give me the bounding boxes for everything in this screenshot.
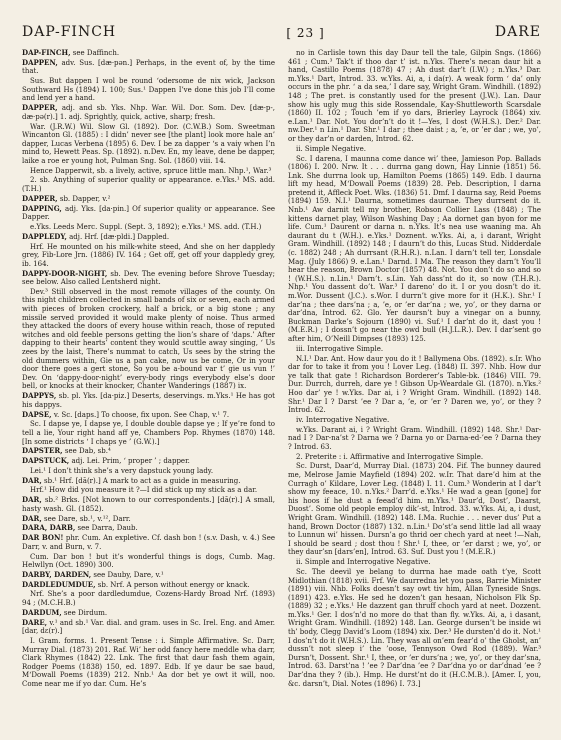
entry-paragraph: I. Gram. forms. 1. Present Tense : i. Simple Affirmative. Sc. Darr, Murray Dial. (1873) 201. Raf. Wi’ her odd fancy here meddle wha darr, Clark Rhymes (1842) 22. Lnk. The first that daur fash them again, Rodger Poems (1838) 150, ed. 1897. Edb. If ye daur be sae baud, M‘Dowall Poems (1839) 212. Nnb.¹ Aa dor bet ye owt it will, noo. Come near me if yo dar. Cum. He’s [22,637,275,688]
header-left-headword: DAP-FINCH [22,24,117,40]
entry-paragraph: N.I.¹ Dar. Ant. How daur you do it ! Ballymena Obs. (1892). s.Ir. Who dar for to take it from you ! Lover Leg. (1848) II. 397. Nhb. How dur ye talk that gate ! Richardson Borderer’s Table-bk. (1846) VIII. 79. Dur. Durrch, durreh, dare ye ! Gibson Up-Weardale Gl. (1870). n.Yks.² Hoo dar’ ye ! w.Yks. Dar ai, i ? Wright Gram. Windhill. (1892) 148. Shr.¹ Dar I ? Darst ’ee ? Dar a, ’e, or ’er ? Daren we, yo’, or they ? Introd. 62. [288,354,541,415]
entry-headword: DAR, [22,513,42,523]
dictionary-entry [22,49,275,58]
entry-paragraph: no in Carlisle town this day Daur tell the tale, Gilpin Sngs. (1866) 461 ; Cum.³ Tak’t if thoo dar t’ ist. n.Yks. There’s necan daur hit a hand, Castillo Poems (1878) 47 ; Ah dust dar’t (I.W.) ; n.Yks.³ Dar. m.Yks.¹ Dart, Introd. 33. w.Yks. Ai, a, i da(r). A weak form ‘ da’ only occurs in the phr. ‘ a da sea,’ I dare say, Wright Gram. Windhill. (1892) 148 ; The pret. is constantly used for the present (J.W.). Lan. Daur show his ugly mug this side Rossendale, Kay-Shuttleworth Scarsdale (1860) II. 102 ; Touch ’em if yo dars, Brierley Layrock (1864) xiv. e.Lan.¹ Dar. Not. You dor’n’t do it !—Yes, I dost (W.H.S.). Der.² Dar. nw.Der.¹ n Lin.¹ Dar. Shr.¹ I dar ; thee daist ; a, ’e, or ’er dar ; we, yo’, or they dar’n or darden, Introd. 62. [288,49,541,143]
dictionary-entry [22,609,275,618]
entry-paragraph: Cum. Dar bon ! but it’s wonderful things is dogs, Cumb. Mag. Helwllyn (Oct. 1890) 300. [22,552,275,570]
page-number: [ 23 ] [286,26,325,40]
entry-paragraph: Sc. Durst, Daar’d, Murray Dial. (1873) 204. Fif. The bunney daured me, Melrose Jamie Mayfield (1894) 202. w.Ir. That dare’d him at the Curragh o’ Kildare, Lover Leg. (1848) I. 11. Cum.³ Wonderin at I dar’t show my feeace, 10. n.Yks.² Darr’d. e.Yks.¹ He wad a gean [gone] for his hoos if he dust a feead’d him. m.Yks.¹ Daur’d, Dost’, Daarst, Duost’. Some old people employ dik’-st, Introd. 33. w.Yks. Ai, a, i dust, Wright Gram. Windhill. (1892) 148. I.Ma. Ruchie . . . never dus’ Put a hand, Brown Doctor (1887) 132. n.Lin.¹ Do’st’a send little lad all waay to Lunnun wi’ hissen. Dursn’a go thrid oer chech yard at neet !—Nah, I should be seard ; dost thou ! Shr.¹ I, thee, or ’er darst ; we, yo’, or they daur’sn [dars’en], Introd. 63. Suf. Dust you ! (M.E.R.) [288,462,541,557]
dictionary-entry [22,205,275,222]
entry-paragraph: Sus. But dappen I wol be round ‘odersome de nix wick, Jackson Southward Hs (1894) I. 100; Sus.¹ Dappen I’ve done this job I’ll come and lend yer a hand. [22,77,275,103]
entry-definition: sb.¹ Hrf. [dā(r).] A mark to act as a guide in measuring. [41,476,241,485]
dictionary-entry [22,581,275,590]
dictionary-entry [22,496,275,513]
entry-headword: DAP-FINCH, [22,48,71,57]
entry-paragraph: Dev.³ Still observed in the most remote villages of the county. On this night children collected in small bands of six or seven, each armed with pieces of broken crockery, half a brick, or a big stone ; any missile served provided it would make plenty of noise. Thus armed they attacked the doors of every house within reach, those of reputed witches and old feeble persons getting the lion’s share of ‘daps.’ After dapping to their hearts’ content they would scuttle away singing, ‘ Us zees by the laist, There’s nummat to catch, Us sees by the string the old dummers within, Gie us a pan cake, now us be come, Or in your door there goes a gert stone, So you be a-bound var t’ gie us vun !’ Dev. On ‘dappy-door-night’ every-body rings everybody else’s door bell, or knocks at their knocker, Chanter Wanderings (1887) ix. [22,287,275,391]
entry-headword: DARBY, DARDEN, [22,569,92,579]
entry-paragraph: Hrf. He mounted on his milk-white steed, And she on her dappledy grey, Fib-Lore Jrn. (1886) IV. 164 ; Get off, get off your dappledy grey, ib. 164. [22,242,275,268]
entry-definition: sb. pl. Yks. [da·piz.] Deserts, deservings. m.Yks.¹ He has got his dappys. [22,392,275,409]
entry-paragraph: iv. Interrogative Negative. [296,415,390,424]
text-columns [22,49,541,690]
dictionary-entry [22,195,275,204]
dictionary-entry [22,524,275,533]
entry-headword: DAR, [22,495,42,505]
entry-headword: DAPPER, [22,193,58,203]
entry-definition: adj. and sb. Yks. Nhp. War. Wil. Dor. Som. Dev. [dæ·p-, dæ·pə(r).] 1. adj. Sprightly, quick, active, sharp; fresh. [22,104,275,121]
entry-headword: DAPPYS, [22,391,57,401]
entry-definition: adv. Sus. [dæ·pən.] Perhaps, in the event of, by the time that. [22,58,275,76]
entry-paragraph: iii. Interrogative Simple. [296,344,384,353]
entry-paragraph: ii. Simple and Interrogative Negative. [296,558,431,567]
entry-definition: see Dirdum. [61,608,108,617]
entry-headword: DAPPER, [22,103,58,113]
entry-paragraph: Nrf. She’s a poor dardledumdue, Cozens-Hardy Broad Nrf. (1893) 94 ; (M.C.H.B.) [22,590,275,608]
entry-definition: adj. Hrf. [dæ·pldi.] Dappled. [66,232,170,241]
entry-definition: adj. Lei. Prim, ‘ proper ’ ; dapper. [69,457,190,466]
entry-definition: sb. Nrf. A person without energy or knack. [95,580,250,589]
entry-paragraph: War. (J.R.W.) Wil. Slow Gl. (1892). Dor. (C.W.B.) Som. Sweetman Wincanton Gl. (1885) : I didn’ never see [the plant] look more hale an’ dapper, Lucas Verbena (1895) 6. Dev. I be za dapper ‘s a vaiy when I’n mind to, Hewett Peas. Sp. (1892). n.Dev. En, my leave, dene be dapper, laike a roe er young hot, Pulman Sng. Sol. (1860) viii. 14. [22,122,275,165]
dictionary-entry [22,534,275,551]
dictionary-entry [22,477,275,486]
entry-definition: see Daffinch. [70,49,120,57]
dictionary-entry [22,233,275,242]
entry-headword: DAPPY-DOOR-NIGHT, [22,268,108,278]
dictionary-entry [22,411,275,420]
dictionary-entry [22,104,275,121]
entry-headword: DAPSTER, [22,446,63,456]
entry-headword: DARDUM, [22,607,62,617]
entry-definition: v. Sc. [daps.] To choose, fix upon. See Chap, v.¹ 7. [51,410,230,419]
right-column [288,49,541,690]
entry-paragraph: 2. Preterite : i. Affirmative and Interrogative Simple. [296,452,484,461]
left-column [22,49,275,690]
dictionary-entry [22,515,275,524]
entry-definition: v.¹ and sb.¹ Var. dial. and gram. uses in Sc. Irel. Eng. and Amer. [dar, dɛ(r).] [22,618,275,636]
entry-paragraph: e.Yks. Leeds Merc. Suppl. (Sept. 3, 1892); e.Yks.¹ MS. add. (T.H.) [30,222,262,231]
entry-headword: DAR, [22,475,42,485]
entry-definition: adj. Yks. [da·pin.] Of superior quality or appearance. See Dapper. [22,204,275,222]
dictionary-entry [22,59,275,76]
entry-headword: DARDLEDUMDUE, [22,579,96,589]
entry-paragraph: w.Yks. Darant ai, i ? Wright Gram. Windhill. (1892) 148. Shr.¹ Dar-nad I ? Dar-na’st ? Darna we ? Darna yo or Darna-ed-’ee ? Darna they ? Introd. 63. [288,425,541,451]
entry-definition: sb. Dapper, v.² [57,194,111,203]
entry-headword: DAR BON! [22,533,64,543]
entry-paragraph: Lei.¹ I don’t think she’s a very dapstuck young lady. [30,466,214,475]
entry-headword: DARA, DARB, [22,523,76,533]
entry-headword: DAPPING, [22,203,62,213]
dictionary-entry [22,457,275,466]
entry-definition: phr. Cum. An expletive. Cf. dash bon ! (s.v. Dash, v. 4.) See Darr, v. and Burn, v. 7. [22,534,275,551]
entry-headword: DAPPEN, [22,57,58,67]
entry-paragraph: Sc. I darena, I maunna come dance wi’ thee, Jamieson Pop. Ballads (1806) I. 200. Nrw. It . . . durrna gang down, Hay Linnie (1851) 56. Lnk. She durrna look up, Hamilton Poems (1865) 149. Edb. I daurna lift my head, M‘Dowall Poems (1839) 28. Peb. Description, I darna pretend it, Affleck Poet. Wks. (1836) 51. Dmf. I daurna say, Reid Poems (1894) 159. N.I.¹ Daurna, sometimes daurnae. They durrsent do it. Nnb.¹ Aw darnit tell my brother, Robson Collier Lass (1848) ; The kittens darnet play, Wilson Washing Day ; Aa dornet gan byon for me life. Cum.¹ Daurent or darna n. n.Yks. It’s nea use waaning ma. Ah daurant du t (W.H.). e.Yks.¹ Doznent. w.Yks. Ai, a, i darant, Wright Gram. Windhill. (1892) 148 ; I daurn’t do this, Lucas Stud. Nidderdale (c. 1882) 248 ; Ah durrsant (R.H.R.). n.Lan. I darn’t tell ter, Lonsdale Mag. (July 1866) 9. e.Lan.¹ Darnd. I Ma. The reason they darn’t You’ll hear the reason, Brown Doctor (1857) 48. Not. You don’t do so and so ! (W.H.S.). n.Lin.¹ Darn’t. s.Lin. Yah dass’nt do it, so now (T.H.R.). Nhp.¹ You dassent do’t. War.³ I dareno’ do it. I or you dosn’t do it. m.Wor. Dussent (J.C.). s.Wor. I durrn’t give more for it (H.K.). Shr.¹ I dar’na ; thee dars’na ; a, ’e, or ’er dar’na ; we, yo’, or they darna or dar’dna, Introd. 62. Glo. Yer daursn’t buy a vinegar on a bunny, Buckman Darke’s Sojourn (1890) vi. Suf.¹ I dar’nt do it, dast you ! (M.E.R.) ; I dossn’t go near the owd bull (H.J.L.R.). Dev. I dar’sent go after him, O’Neill Dimpses (1893) 125. [288,154,541,343]
entry-definition: sb. Dev. The evening before Shrove Tuesday; see below. Also called Lentsherd night. [22,269,275,287]
entry-paragraph: Hrf.¹ How did you measure it ?—I did stick up my stick as a dar. [30,486,258,495]
header-right-headword: DARE [494,24,541,40]
dictionary-entry [22,270,275,287]
entry-headword: DAPPLEDY, [22,231,67,241]
entry-paragraph: Sc. The deevil ye belang to durrna hae made oath t’ye, Scott Midlothian (1818) xvii. Frf. We daurredna let you pass, Barrie Minister (1891) viii. Nhb. Folks doesn’t say owt tiv him, Allan Tyneside Sngs. (1891) 423. e.Yks. He sed he dozen’t gan hesaan, Nicholson Flk Sp. (1889) 32 ; e.Yks.¹ He dazzent gan thruff choch yard at neet. Dozzent. m.Yks.¹ Ger. I dos’n’d no more do that than fly. w.Yks. Ai, a, i dasant, Wright Gram. Windhill. (1892) 148. Lan. George dursen’t be inside wi th’ body, Clegg David’s Loom (1894) xix. Der.³ He dursten’d do it. Not.¹ I dos’n’t do it (W.H.S.). Lin. They was all on’em fear’d o’ the Gholst, an’ dussn’t not sleep i’ the ’oose, Tennyson Owd Rod (1889). War.³ Dursn’t, Dossent. Shr.¹ I, thee, or ’er durs’na ; we, yo’, or they dar’sna, Introd. 63. Darst’na ! ’ee ? Dar’dna ’ee ? Dar’dna yo or dar’dnad ’ee ? Dar’dna they ? (ib.). Hmp. He durst’nt do it (H.C.M.B.). [Amer. I, you, &c. darsn’t, Dial. Notes (1896) I. 73.] [288,567,541,688]
entry-headword: DAPSE, [22,409,52,419]
entry-paragraph: ii. Simple Negative. [296,144,366,153]
entry-headword: DARE, [22,617,48,627]
dictionary-entry [22,447,275,456]
entry-definition: see Dare, sb.¹, v.¹², Darr. [41,514,131,523]
entry-paragraph: 2. sb. Anything of superior quality or appearance. e.Yks.¹ MS. add. (T.H.) [22,176,275,194]
entry-headword: DAPSTUCK, [22,456,70,466]
running-header [22,0,541,43]
entry-definition: see Dauby, Dare, v.¹ [91,570,164,579]
entry-paragraph: Sc. I dapse ye, I dapse ye, I double double dapse ye ; If ye’re fond to tell a lie, Your right hand aff ye, Chambers Pop. Rhymes (1870) 148. [In some districts ‘ I chaps ye ’ (G.W.).] [22,420,275,446]
dictionary-entry [22,619,275,636]
dictionary-entry [22,571,275,580]
entry-paragraph: Hence Dapperwit, sb. a lively, active, spruce little man. Nhp.¹, War.³ [30,166,272,175]
entry-definition: sb.² Brks. [Not known to our correspondents.] [dā(r).] A small, hasty wash. Gl. (1852). [22,496,275,513]
entry-definition: see Darra, Daub. [75,524,138,533]
dictionary-entry [22,392,275,409]
entry-definition: see Dab, sb.⁴ [62,447,111,456]
